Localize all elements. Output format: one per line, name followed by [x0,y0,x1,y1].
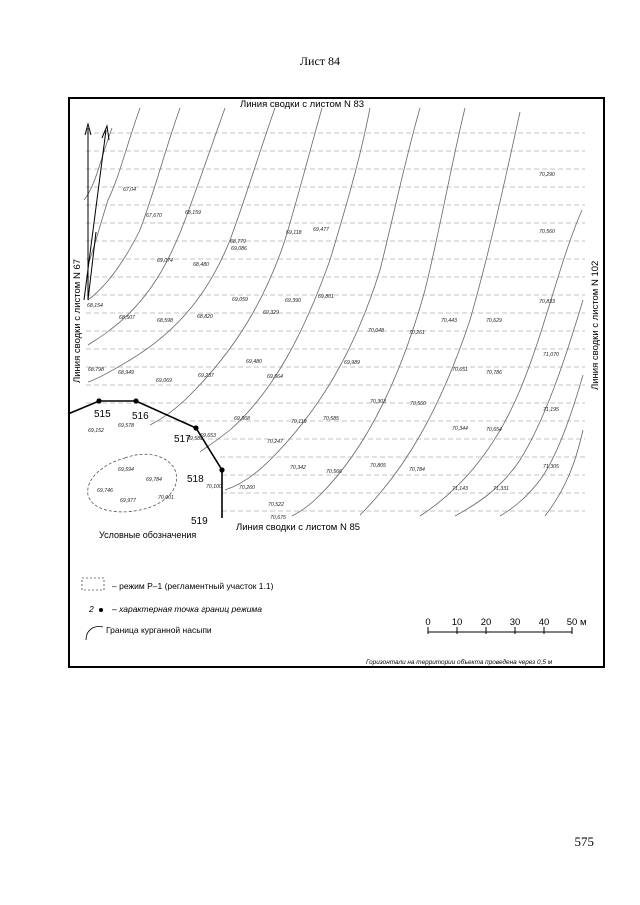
elevation-mark: 71,195 [543,407,559,413]
legend-item-point: – характерная точка границ режима [112,604,262,614]
elevation-mark: 70,651 [452,367,468,373]
scale-tick-label: 50 [566,617,578,628]
elevation-mark: 70,303 [370,399,386,405]
boundary-point-label: 516 [132,411,149,422]
border-label-bottom: Линия сводки с листом N 85 [236,522,361,533]
elevation-mark: 70,100 [206,484,222,490]
elevation-mark: 70,786 [486,370,502,376]
elevation-mark: 69,152 [88,428,104,434]
elevation-mark: 69,989 [344,360,360,366]
elevation-mark: 69,594 [118,467,134,473]
elevation-mark: 70,629 [486,318,502,324]
elevation-mark: 71,143 [452,486,468,492]
elevation-mark: 70,261 [409,330,425,336]
elevation-mark: 70,560 [539,229,555,235]
elevation-mark: 67,04 [123,187,136,193]
elevation-mark: 70,119 [291,419,307,425]
elevation-mark: 69,329 [263,310,279,316]
boundary-point-label: 519 [191,516,208,527]
elevation-mark: 69,477 [313,227,329,233]
elevation-marks [87,172,559,521]
elevation-mark: 68,779 [230,239,246,245]
elevation-mark: 70,805 [370,463,386,469]
elevation-mark: 71,305 [543,464,559,470]
elevation-mark: 70,443 [441,318,457,324]
elevation-mark: 69,784 [146,477,162,483]
elevation-mark: 69,074 [157,258,173,264]
elevation-mark: 70,833 [539,299,555,305]
page-number: 575 [574,834,594,849]
elevation-mark: 69,589 [187,436,203,442]
elevation-mark: 68,820 [197,314,213,320]
elevation-mark: 69,069 [156,378,172,384]
elevation-mark: 68,507 [119,315,135,321]
scale-bar [425,617,586,634]
scale-tick-label: 20 [480,617,492,628]
elevation-mark: 69,237 [198,373,214,379]
sheet-title: Лист 84 [299,54,341,68]
elevation-mark: 69,480 [246,359,262,365]
legend-point-symbol [99,608,103,612]
elevation-mark: 70,566 [326,469,342,475]
elevation-mark: 70,344 [452,426,468,432]
elevation-mark: 69,653 [200,433,216,439]
elevation-mark: 67,670 [146,213,162,219]
legend [82,530,274,640]
elevation-mark: 68,598 [157,318,173,324]
elevation-mark: 70,048 [368,328,384,334]
border-label-top: Линия сводки с листом N 83 [240,99,365,110]
elevation-mark: 69,746 [97,488,113,494]
elevation-mark: 69,059 [232,297,248,303]
legend-point-number: 2 [89,604,94,614]
elevation-mark: 70,654 [486,427,502,433]
elevation-mark: 70,560 [410,401,426,407]
elevation-mark: 71,070 [543,352,559,358]
border-label-left: Линия сводки с листом N 67 [72,258,83,383]
elevation-mark: 68,949 [118,370,134,376]
elevation-mark: 70,342 [290,465,306,471]
elevation-mark: 69,118 [286,230,302,236]
elevation-mark: 70,675 [270,515,286,521]
legend-hatch-swatch [82,578,104,590]
legend-item-regime: – режим Р–1 (регламентный участок 1.1) [112,581,274,591]
elevation-mark: 69,801 [318,294,334,300]
elevation-mark: 68,480 [193,262,209,268]
elevation-mark: 69,086 [231,246,247,252]
elevation-mark: 70,260 [239,485,255,491]
scale-tick-label: 10 [451,617,463,628]
elevation-mark: 68,159 [185,210,201,216]
elevation-mark: 70,522 [268,502,284,508]
elevation-mark: 69,578 [118,423,134,429]
legend-item-mound: Граница курганной насыпи [106,625,212,635]
elevation-mark: 68,154 [87,303,103,309]
scale-unit: м [580,617,587,628]
scale-tick-label: 40 [538,617,550,628]
legend-mound-icon [86,627,103,640]
elevation-mark: 70,001 [158,495,174,501]
elevation-mark: 70,247 [267,439,283,445]
boundary-point-label: 517 [174,434,191,445]
north-arrow-icon [84,124,109,300]
elevation-mark: 70,585 [323,416,339,422]
boundary-point-label: 518 [187,474,204,485]
elevation-mark: 69,977 [120,498,136,504]
elevation-mark: 69,664 [267,374,283,380]
legend-title: Условные обозначения [99,530,197,540]
elevation-mark: 68,798 [88,367,104,373]
elevation-mark: 69,390 [285,298,301,304]
elevation-mark: 71,331 [493,486,509,492]
boundary-point-label: 515 [94,409,111,420]
border-label-right: Линия сводки с листом N 102 [590,260,601,390]
elevation-mark: 70,784 [409,467,425,473]
scale-tick-label: 30 [509,617,521,628]
elevation-mark: 70,290 [539,172,555,178]
scale-tick-label: 0 [425,617,431,628]
contour-interval-note: Горизонтали на территории объекта проведена через 0,5 м [366,659,553,666]
elevation-mark: 69,568 [234,416,250,422]
